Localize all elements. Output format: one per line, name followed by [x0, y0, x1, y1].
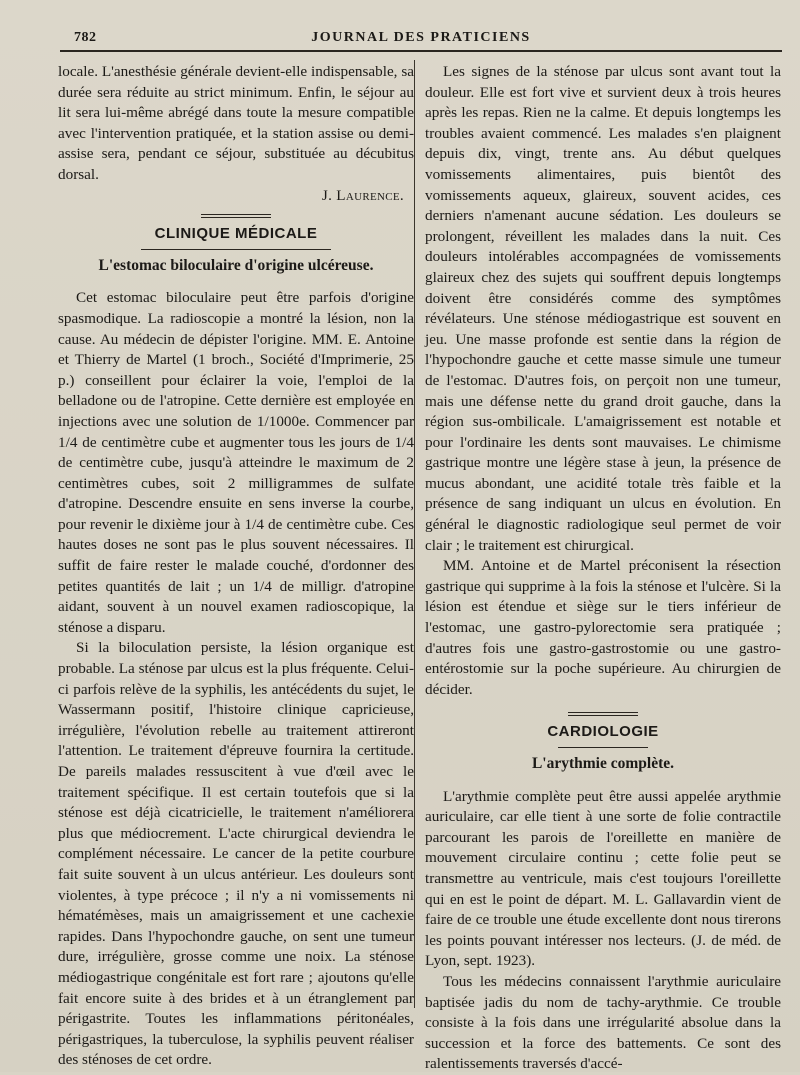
journal-title: JOURNAL DES PRATICIENS — [311, 30, 531, 45]
section-rule — [558, 747, 648, 748]
body-paragraph: Si la biloculation persiste, la lésion organique est probable. La sténose par ulcus est la plus fréquente. Celui-ci parfois relève de la syphilis, les antécédents du sujet, le Wassermann positif, l'histoire clinique capricieuse, irrégulière, l'évolution rebelle au traitement attireront l'attention. Le traitement d'épreuve fournira la certitude. De pareils malades ressuscitent à vue d'œil avec le traitement spécifique. Il est certain toutefois que si la sténose est déjà cicatricielle, le traitement n'améliorera plus que médiocrement. L'acte chirurgical deviendra le complément nécessaire. Le cancer de la petite courbure fait suite souvent à un ulcus antérieur. Les douleurs sont violentes, à type précoce ; il n'y a ni vomissements ni hématémèses, mais un amaigrissement et une cachexie rapides. Dans l'hypochondre gauche, on sent une tumeur dure, irrégulière, grosse comme une noix. La sténose médiogastrique congénitale est fort rare ; ajoutons qu'elle fait encore suite à des brides et à un étranglement par périgastrite. Toutes les inflammations péritonéales, périgastriques, la tuberculose, la syphilis peuvent réaliser des sténoses de cet ordre. — [58, 639, 414, 1069]
ornament-rule — [201, 214, 271, 218]
body-paragraph: MM. Antoine et de Martel préconisent la résection gastrique qui supprime à la fois la sténose et l'ulcère. Si la lésion est étendue et siège sur le tiers inférieur de l'estomac, une gastro-pylorectomie sera pratiquée ; d'autres fois une gastro-gastrostomie ou une gastro-entérostomie sur la poche supérieure. Au chirurgien de décider. — [425, 557, 781, 698]
body-paragraph: Tous les médecins connaissent l'arythmie auriculaire baptisée jadis du nom de tachy-arythmie. Ce trouble consiste à la fois dans une irrégularité absolue dans la succession et la force des battements. Ce sont des ralentissements traversés d'accé- — [425, 972, 781, 1073]
body-paragraph: Les signes de la sténose par ulcus sont avant tout la douleur. Elle est fort vive et survient deux à trois heures après les repas. Rien ne la calme. Et depuis longtemps les troubles avaient commencé. Les malades s'en plaignent depuis dix, vingt, trente ans. Au début quelques vomissements alimentaires, puis bientôt des vomissements aqueux, glaireux, souvent acides, ces derniers n'amenant aucune sédation. Les douleurs se prolongent, réveillent les malades dans la nuit. Ces douleurs intolérables accompagnées de vomissements glaireux chez des sujets qui souffrent depuis longtemps doivent être considérés comme des symptômes révélateurs. Une sténose médiogastrique est souvent en jeu. Une masse profonde est sentie dans la région de l'hypochondre gauche et cette masse simule une tumeur de l'estomac. D'autres fois, on perçoit non une tumeur, mais une défense nette du grand droit gauche, dans la région sus-ombilicale. L'amaigrissement est notable et pour l'ordinaire les dents sont mauvaises. Le chimisme gastrique montre une légère stase à jeun, la présence de mucus abondant, une acidité totale très faible et la présence de sang indiquant un ulcus en évolution. En général le diagnostic radiologique seul permet de voir clair ; le traitement est chirurgical. — [425, 63, 781, 554]
body-paragraph: Cet estomac biloculaire peut être parfois d'origine spasmodique. La radioscopie a montré la lésion, non la cause. Au médecin de dépister l'origine. MM. E. Antoine et Thierry de Martel (1 broch., Société d'Imprimerie, 25 p.) conseillent pour éclairer la voie, l'emploi de la belladone ou de l'atropine. Cette dernière est employée en injections avec une solution de 1/1000e. Commencer par 1/4 de centimètre cube et augmenter tous les jours de 1/4 de centimètre cube, jusqu'à atteindre le maximum de 2 centimètres cubes, soit 2 milligrammes de sulfate d'atropine. Descendre ensuite en sens inverse la courbe, pour revenir le dixième jour à 1/4 de centimètre cube. Ces hautes doses ne sont pas le plus souvent nécessaires. Il suffit de faire rester le malade couché, d'ordonner des petites quantités de lait ; un 1/4 de milligr. d'atropine aidant, souvent à un nouvel examen radioscopique, la sténose a disparu. — [58, 289, 414, 636]
right-column — [425, 62, 781, 1075]
header-rule — [60, 50, 782, 52]
left-column — [58, 62, 414, 1071]
section-rule — [141, 249, 331, 250]
author-signature: J. Laurence. — [321, 186, 404, 204]
ornament-rule — [568, 712, 638, 716]
intro-paragraph: locale. L'anesthésie générale devient-elle indispensable, sa durée sera réduite au strict minimum. Enfin, le séjour au lit sera lui-même abrégé dans toute la mesure compatible avec l'intervention pratiquée, et la station assise ou demi-assise sera, pendant ce séjour, substituée au décubitus dorsal. — [58, 63, 414, 183]
article-title-estomac: L'estomac biloculaire d'origine ulcéreuse. — [98, 256, 374, 274]
page-header — [60, 26, 782, 52]
body-paragraph: L'arythmie complète peut être aussi appelée arythmie auriculaire, car elle tient à une sorte de folie contractile parcourant les parois de l'oreillette en manière de mouvement circulaire continu ; cette folie peut se transmettre au ventricule, mais c'est toujours l'oreillette qui en est le point de départ. M. L. Gallavardin vient de faire de ce trouble une étude excellente dont nous tirerons les points pouvant intéresser nos lecteurs. (J. de méd. de Lyon, sept. 1923). — [425, 787, 781, 970]
section-title-cardiologie: CARDIOLOGIE — [547, 723, 659, 741]
section-title-clinique: CLINIQUE MÉDICALE — [154, 225, 318, 243]
article-title-arythmie: L'arythmie complète. — [531, 755, 675, 772]
column-divider — [414, 60, 415, 1008]
page-number: 782 — [74, 30, 97, 45]
